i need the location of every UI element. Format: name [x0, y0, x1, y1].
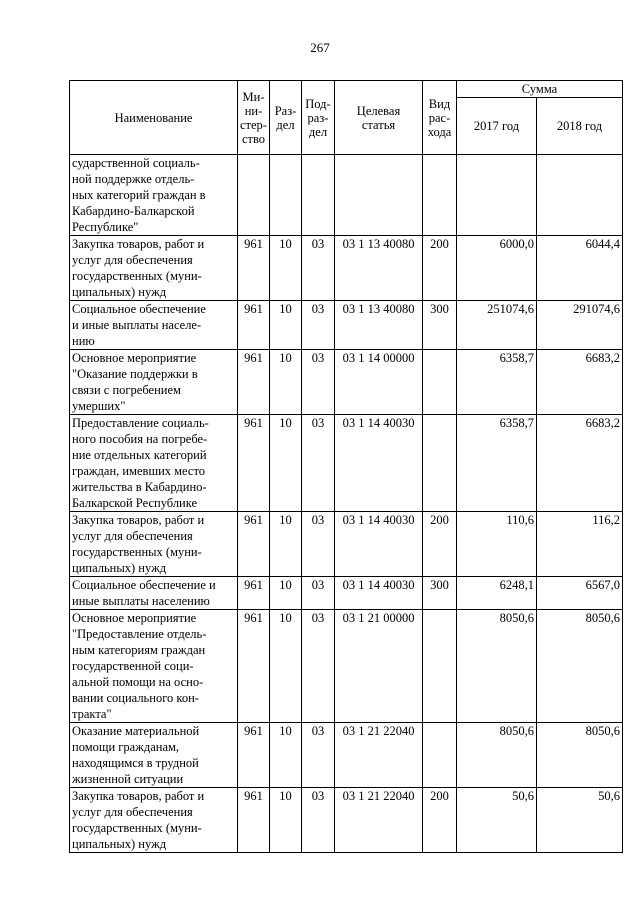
table-row — [70, 723, 623, 788]
cell-section: 10 — [270, 723, 302, 788]
cell-expense-type: 200 — [423, 512, 457, 577]
cell-expense-type — [423, 155, 457, 236]
cell-section: 10 — [270, 610, 302, 723]
cell-sum-2018: 116,2 — [537, 512, 623, 577]
cell-expense-type: 200 — [423, 788, 457, 853]
table-row — [70, 301, 623, 350]
cell-sum-2017: 8050,6 — [457, 610, 537, 723]
cell-sum-2017: 251074,6 — [457, 301, 537, 350]
cell-ministry — [238, 155, 270, 236]
cell-section: 10 — [270, 577, 302, 610]
table-row — [70, 577, 623, 610]
cell-sum-2018: 6044,4 — [537, 236, 623, 301]
header-year-2018: 2018 год — [537, 98, 623, 155]
cell-sum-2018: 8050,6 — [537, 610, 623, 723]
table-row — [70, 350, 623, 415]
cell-sum-2017: 6358,7 — [457, 415, 537, 512]
table-row — [70, 155, 623, 236]
cell-subsection — [302, 155, 335, 236]
cell-target: 03 1 14 40030 — [335, 512, 423, 577]
cell-section: 10 — [270, 415, 302, 512]
cell-sum-2017: 110,6 — [457, 512, 537, 577]
cell-section — [270, 155, 302, 236]
cell-target: 03 1 14 40030 — [335, 415, 423, 512]
cell-sum-2017 — [457, 155, 537, 236]
table-row — [70, 415, 623, 512]
cell-subsection: 03 — [302, 788, 335, 853]
cell-sum-2018: 291074,6 — [537, 301, 623, 350]
cell-ministry: 961 — [238, 788, 270, 853]
cell-expense-type: 200 — [423, 236, 457, 301]
cell-sum-2017: 50,6 — [457, 788, 537, 853]
cell-ministry: 961 — [238, 723, 270, 788]
cell-name: Основное мероприятие "Предоставление отдель- ным категориям граждан государственной соци- альной помощи на осно- вании социального кон- тракта" — [70, 610, 238, 723]
cell-sum-2017: 6358,7 — [457, 350, 537, 415]
cell-sum-2018: 50,6 — [537, 788, 623, 853]
cell-ministry: 961 — [238, 350, 270, 415]
cell-target — [335, 155, 423, 236]
cell-target: 03 1 21 00000 — [335, 610, 423, 723]
cell-target: 03 1 14 00000 — [335, 350, 423, 415]
cell-name: Социальное обеспечение и иные выплаты населе- нию — [70, 301, 238, 350]
cell-subsection: 03 — [302, 301, 335, 350]
table-row — [70, 512, 623, 577]
cell-target: 03 1 21 22040 — [335, 788, 423, 853]
cell-name: Закупка товаров, работ и услуг для обеспечения государственных (муни- ципальных) нужд — [70, 236, 238, 301]
header-section: Раз- дел — [270, 81, 302, 155]
cell-subsection: 03 — [302, 577, 335, 610]
cell-subsection: 03 — [302, 723, 335, 788]
cell-ministry: 961 — [238, 236, 270, 301]
budget-table — [69, 80, 623, 853]
cell-expense-type: 300 — [423, 577, 457, 610]
cell-name: Основное мероприятие "Оказание поддержки в связи с погребением умерших" — [70, 350, 238, 415]
cell-sum-2018: 6683,2 — [537, 350, 623, 415]
cell-target: 03 1 14 40030 — [335, 577, 423, 610]
header-ministry: Ми- ни- стер- ство — [238, 81, 270, 155]
cell-subsection: 03 — [302, 350, 335, 415]
cell-sum-2017: 8050,6 — [457, 723, 537, 788]
cell-expense-type — [423, 610, 457, 723]
table-row — [70, 788, 623, 853]
cell-sum-2018: 6683,2 — [537, 415, 623, 512]
cell-target: 03 1 13 40080 — [335, 301, 423, 350]
cell-subsection: 03 — [302, 236, 335, 301]
cell-sum-2017: 6000,0 — [457, 236, 537, 301]
table-body — [70, 155, 623, 853]
page-number: 267 — [310, 40, 330, 55]
table-row — [70, 610, 623, 723]
cell-section: 10 — [270, 788, 302, 853]
cell-section: 10 — [270, 512, 302, 577]
table-header — [70, 81, 623, 155]
header-target: Целевая статья — [335, 81, 423, 155]
cell-name: Предоставление социаль- ного пособия на погребе- ние отдельных категорий граждан, имевших место жительства в Кабардино- Балкарской Республике — [70, 415, 238, 512]
cell-ministry: 961 — [238, 301, 270, 350]
cell-subsection: 03 — [302, 610, 335, 723]
cell-section: 10 — [270, 301, 302, 350]
cell-section: 10 — [270, 236, 302, 301]
cell-sum-2018: 8050,6 — [537, 723, 623, 788]
table-row — [70, 236, 623, 301]
cell-name: Закупка товаров, работ и услуг для обеспечения государственных (муни- ципальных) нужд — [70, 512, 238, 577]
cell-expense-type: 300 — [423, 301, 457, 350]
cell-expense-type — [423, 723, 457, 788]
cell-name: Закупка товаров, работ и услуг для обеспечения государственных (муни- ципальных) нужд — [70, 788, 238, 853]
cell-ministry: 961 — [238, 512, 270, 577]
cell-sum-2017: 6248,1 — [457, 577, 537, 610]
header-sum: Сумма — [457, 81, 623, 98]
cell-expense-type — [423, 350, 457, 415]
cell-target: 03 1 21 22040 — [335, 723, 423, 788]
cell-sum-2018: 6567,0 — [537, 577, 623, 610]
cell-name: Оказание материальной помощи гражданам, находящимся в трудной жизненной ситуации — [70, 723, 238, 788]
cell-name: Социальное обеспечение и иные выплаты населению — [70, 577, 238, 610]
cell-subsection: 03 — [302, 415, 335, 512]
cell-ministry: 961 — [238, 610, 270, 723]
cell-ministry: 961 — [238, 415, 270, 512]
cell-target: 03 1 13 40080 — [335, 236, 423, 301]
cell-sum-2018 — [537, 155, 623, 236]
cell-ministry: 961 — [238, 577, 270, 610]
header-year-2017: 2017 год — [457, 98, 537, 155]
cell-section: 10 — [270, 350, 302, 415]
header-name: Наименование — [70, 81, 238, 155]
cell-name: сударственной социаль- ной поддержке отдель- ных категорий граждан в Кабардино-Балкарской Республике" — [70, 155, 238, 236]
header-expense-type: Вид рас- хода — [423, 81, 457, 155]
cell-expense-type — [423, 415, 457, 512]
cell-subsection: 03 — [302, 512, 335, 577]
header-subsection: Под- раз- дел — [302, 81, 335, 155]
